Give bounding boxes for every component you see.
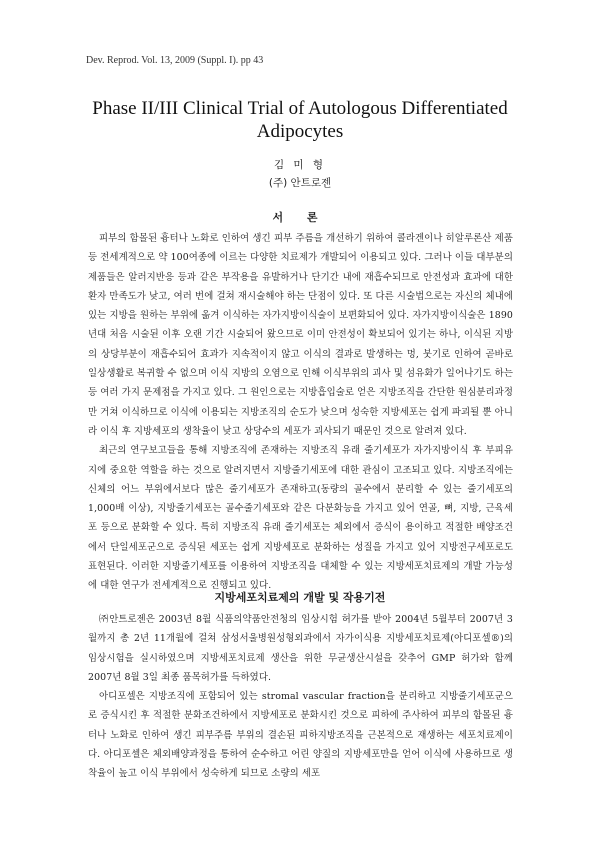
author-affiliation: (주) 안트로젠 (268, 177, 332, 189)
paragraph: ㈜안트로젠은 2003년 8월 식품의약품안전청의 임상시험 허가를 받아 2004년 5월부터 2007년 3월까지 총 2년 11개월에 걸쳐 삼성서울병원성형외과에서 자가이식용 지방세포치료제(아디포셀®)의 임상시험을 실시하였으며 지방세포치료제 생산을 위한 무균생산시설을 갖추어 GMP 허가와 함께 2007년 8월 3일 최종 품목허가를 득하였다. (88, 614, 513, 683)
title-line-2: Adipocytes (256, 121, 344, 142)
paragraph: 피부의 함몰된 흉터나 노화로 인하여 생긴 피부 주름을 개선하기 위하여 콜라겐이나 히알루론산 제품 등 전세계적으로 약 100여종에 이르는 다양한 치료제가 개발되어 이용되고 있다. 그러나 이들 대부분의 제품들은 알러지반응 등과 같은 부작용을 유발하거나 단기간 내에 재흡수되므로 안전성과 효과에 대한 환자 만족도가 낮고, 여러 번에 걸쳐 재시술해야 하는 단점이 있다. 또 다른 시술법으로는 자신의 체내에 있는 지방을 원하는 부위에 옮겨 이식하는 자가지방이식술이 보편화되어 있다. 자가지방이식술은 1890년대 처음 시술된 이후 오랜 기간 시술되어 왔으므로 이미 안전성이 확보되어 있기는 하나, 이식된 지방의 상당부분이 재흡수되어 효과가 지속적이지 않고 이식의 결과로 발생하는 멍, 붓기로 인하여 곧바로 일상생활로 복귀할 수 없으며 이식 지방의 오염으로 인해 이식부위의 괴사 및 섬유화가 일어나기도 하는 등 여러 가지 문제점을 가지고 있다. 그 원인으로는 지방흡입술로 얻은 지방조직을 간단한 원심분리과정만 거쳐 이식하므로 이식에 이용되는 지방조직의 순도가 낮으며 성숙한 지방세포는 쉽게 파괴될 뿐 아니라 이식 후 지방세포의 생착율이 낮고 상당수의 세포가 괴사되기 때문인 것으로 알려져 있다. (88, 233, 513, 437)
development-body (88, 610, 513, 784)
paragraph: 아디포셀은 지방조직에 포함되어 있는 stromal vascular fraction을 분리하고 지방줄기세포군으로 증식시킨 후 적절한 분화조건하에서 지방세포로 분화시킨 것으로 피하에 주사하여 피부의 함몰된 흉터나 노화로 인하여 생긴 피부주름 부위의 결손된 피하지방조직을 근본적으로 재생하는 세포치료제이다. 아디포셀은 체외배양과정을 통하여 순수하고 어린 양질의 지방세포만을 얻어 이식에 사용하므로 생착율이 높고 이식 부위에서 성숙하게 되므로 소량의 세포 (88, 691, 513, 780)
title-line-1: Phase II/III Clinical Trial of Autologous Differentiated (92, 98, 508, 119)
paragraph: 최근의 연구보고들을 통해 지방조직에 존재하는 지방조직 유래 줄기세포가 자가지방이식 후 부피유지에 중요한 역할을 하는 것으로 알려지면서 지방줄기세포에 대한 관심이 고조되고 있다. 지방조직에는 신체의 어느 부위에서보다 많은 줄기세포가 존재하고(동량의 골수에서 분리할 수 있는 줄기세포의 1,000배 이상), 지방줄기세포는 골수줄기세포와 같은 다분화능을 가지고 있어 연골, 뼈, 지방, 근육세포 등으로 분화할 수 있다. 특히 지방조직 유래 줄기세포는 체외에서 증식이 용이하고 적절한 배양조건에서 단일세포군으로 증식된 세포는 쉽게 지방세포로 분화하는 성질을 가지고 있어 지방전구세포로도 표현된다. 이러한 지방줄기세포를 이용하여 지방조직을 대체할 수 있는 지방세포치료제의 개발 가능성에 대한 연구가 전세계적으로 진행되고 있다. (88, 445, 513, 592)
section-heading-development: 지방세포치료제의 개발 및 작용기전 (214, 591, 386, 604)
author-name: 김 미 형 (273, 159, 327, 171)
introduction-body (88, 229, 513, 596)
section-heading-introduction: 서 론 (272, 211, 328, 224)
article-title (60, 97, 540, 143)
running-head: Dev. Reprod. Vol. 13, 2009 (Suppl. I). pp 43 (86, 55, 264, 66)
